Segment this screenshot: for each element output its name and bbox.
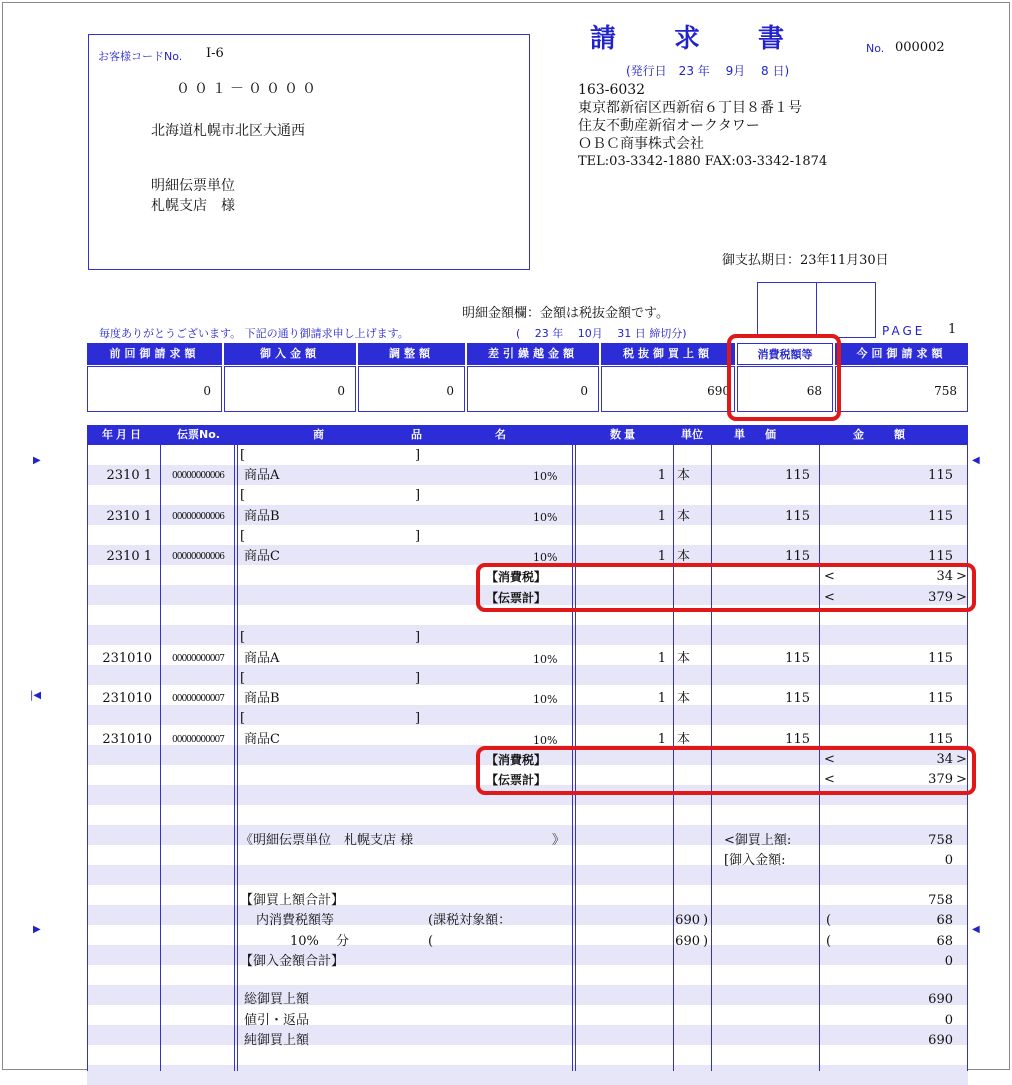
paren-open: <	[824, 752, 835, 767]
row-rate: 10%	[533, 470, 558, 483]
summary-header-adjust: 調整額	[358, 343, 465, 365]
row-unit: 本	[677, 691, 691, 706]
row-slip-no: 00000000007	[172, 654, 224, 664]
col-product-1: 商	[313, 428, 327, 441]
tax-value: 34	[936, 569, 953, 584]
slip-total-label: 【伝票計】	[486, 773, 547, 787]
highlight-slip1-tax	[476, 563, 976, 612]
bracket-open: [	[240, 529, 246, 544]
bracket-close: ]	[415, 448, 421, 463]
greeting: 毎度ありがとうございます。 下記の通り御請求申し上げます。	[99, 327, 409, 340]
rate-taxable-value: 690	[675, 934, 700, 949]
gross-value: 690	[928, 992, 953, 1007]
row-qty: 1	[657, 691, 666, 706]
col-product-2: 品	[411, 428, 425, 441]
row-product: 商品B	[244, 691, 280, 706]
subtotal-payment-value: 0	[944, 853, 953, 868]
row-unit: 本	[677, 732, 691, 747]
row-price: 115	[785, 509, 810, 524]
bracket-open: [	[240, 671, 246, 686]
col-product-3: 名	[495, 428, 509, 441]
invoice-no-value: 000002	[895, 40, 945, 55]
col-date: 年月日	[102, 428, 144, 441]
document-title: 請 求 書	[590, 24, 787, 54]
customer-address: 北海道札幌市北区大通西	[151, 123, 305, 139]
stamp-box-2	[816, 282, 876, 338]
col-line	[160, 445, 161, 1071]
row-stripe	[87, 945, 968, 965]
row-amount: 115	[928, 509, 953, 524]
issuer-company: ＯＢＣ商事株式会社	[578, 136, 704, 152]
payment-total-label: 【御入金額合計】	[240, 954, 345, 969]
row-unit: 本	[677, 651, 691, 666]
bracket-close: ]	[415, 671, 421, 686]
slip-total-label: 【伝票計】	[486, 591, 547, 605]
col-line	[234, 445, 238, 1071]
row-price: 115	[785, 732, 810, 747]
subtotal-purchase-label: <御買上額:	[724, 833, 792, 848]
summary-value-adjust: 0	[358, 366, 465, 412]
paren-open: <	[824, 590, 835, 605]
purchase-total-label: 【御買上額合計】	[240, 893, 345, 908]
row-slip-no: 00000000006	[172, 471, 224, 481]
issue-date: (発行日 23 年 9月 8 日)	[626, 64, 790, 78]
payment-due: 御支払期日：23年11月30日	[722, 253, 889, 268]
margin-marker-icon: |◀	[30, 690, 42, 701]
subtotal-close: 》	[552, 833, 566, 848]
row-slip-no: 00000000007	[172, 694, 224, 704]
summary-value-paid: 0	[224, 366, 356, 412]
bracket-open: [	[240, 711, 246, 726]
invoice-no-label: No.	[866, 42, 885, 55]
col-qty: 数量	[610, 428, 638, 441]
issuer-block	[578, 81, 827, 171]
row-amount: 115	[928, 468, 953, 483]
col-unit: 単位	[681, 428, 703, 441]
customer-postal: ００１－００００	[176, 81, 320, 97]
paren-close: )	[703, 913, 709, 928]
row-product: 商品A	[244, 651, 280, 666]
discount-value: 0	[944, 1013, 953, 1028]
row-unit: 本	[677, 549, 691, 564]
summary-header-tax: 消費税額等	[737, 343, 833, 365]
row-date: 2310 1	[106, 549, 152, 564]
row-price: 115	[785, 691, 810, 706]
row-date: 2310 1	[106, 468, 152, 483]
row-stripe	[87, 1065, 968, 1085]
row-amount: 115	[928, 732, 953, 747]
row-slip-no: 00000000006	[172, 512, 224, 522]
margin-marker-icon: ▶	[33, 455, 41, 466]
summary-value-prev: 0	[87, 366, 222, 412]
summary-value-carryover: 0	[467, 366, 599, 412]
summary-header-purchase: 税抜御買上額	[601, 343, 735, 365]
row-slip-no: 00000000007	[172, 735, 224, 745]
tax-breakdown-label: 内消費税額等	[256, 913, 335, 928]
paren-close: >	[956, 772, 967, 787]
closing-date: ( 23 年 10月 31 日 締切分)	[516, 327, 687, 340]
amount-note: 明細金額欄：金額は税抜金額です。	[462, 306, 669, 321]
row-price: 115	[785, 549, 810, 564]
row-rate: 10%	[533, 734, 558, 747]
issuer-address1: 東京都新宿区西新宿６丁目８番１号	[578, 100, 802, 116]
col-slip-no: 伝票No.	[177, 428, 220, 441]
tax-label: 【消費税】	[486, 570, 547, 584]
col-line	[87, 445, 88, 1071]
net-value: 690	[928, 1033, 953, 1048]
bracket-close: ]	[415, 529, 421, 544]
purchase-total-value: 758	[928, 893, 953, 908]
paren-close: >	[956, 569, 967, 584]
row-amount: 115	[928, 651, 953, 666]
bracket-open: [	[240, 488, 246, 503]
row-qty: 1	[657, 509, 666, 524]
row-qty: 1	[657, 468, 666, 483]
paren-open: (	[826, 934, 832, 949]
col-amount: 金額	[853, 428, 935, 441]
summary-value-tax: 68	[737, 366, 833, 412]
issuer-postal: 163-6032	[578, 82, 646, 98]
paren-close: )	[703, 934, 709, 949]
summary-value-current: 758	[835, 366, 968, 412]
net-label: 純御買上額	[244, 1033, 310, 1048]
row-stripe	[87, 1025, 968, 1045]
paren-close: >	[956, 590, 967, 605]
tax-label: 【消費税】	[486, 753, 547, 767]
customer-code-label: お客様コードNo.	[98, 50, 183, 63]
payment-total-value: 0	[944, 954, 953, 969]
row-stripe	[87, 865, 968, 885]
row-unit: 本	[677, 509, 691, 524]
summary-header-carryover: 差引繰越金額	[467, 343, 599, 365]
row-stripe	[87, 625, 968, 645]
highlight-tax-summary	[727, 334, 841, 421]
row-stripe	[87, 825, 968, 845]
bracket-open: [	[240, 448, 246, 463]
row-rate: 10%	[533, 511, 558, 524]
row-slip-no: 00000000006	[172, 552, 224, 562]
customer-code-value: I-6	[206, 46, 224, 61]
subtotal-payment-label: [御入金額:	[724, 853, 786, 868]
summary-value-purchase: 690	[601, 366, 735, 412]
bracket-open: [	[240, 630, 246, 645]
tax-total-value: 68	[936, 913, 953, 928]
page-number: 1	[948, 322, 957, 337]
discount-label: 値引・返品	[244, 1013, 310, 1028]
issuer-address2: 住友不動産新宿オークタワー	[578, 118, 760, 134]
customer-line1: 明細伝票単位	[151, 178, 235, 194]
row-product: 商品A	[244, 468, 280, 483]
margin-marker-icon: ◀	[972, 455, 980, 466]
paren-open: (	[826, 913, 832, 928]
tax-value: 34	[936, 752, 953, 767]
row-amount: 115	[928, 691, 953, 706]
summary-header-prev: 前回御請求額	[87, 343, 222, 365]
bracket-close: ]	[415, 488, 421, 503]
customer-address-box	[88, 34, 530, 270]
row-stripe	[87, 905, 968, 925]
summary-header-current: 今回御請求額	[835, 343, 968, 365]
row-price: 115	[785, 468, 810, 483]
row-date: 2310 1	[106, 509, 152, 524]
slip-total-value: 379	[928, 772, 953, 787]
row-stripe	[87, 985, 968, 1005]
paren-open: <	[824, 772, 835, 787]
row-rate: 10%	[533, 693, 558, 706]
col-price: 単価	[734, 428, 796, 441]
row-amount: 115	[928, 549, 953, 564]
row-product: 商品C	[244, 549, 280, 564]
row-qty: 1	[657, 549, 666, 564]
row-rate: 10%	[533, 551, 558, 564]
rate-open: (	[428, 934, 434, 949]
row-date: 231010	[102, 651, 152, 666]
paren-open: <	[824, 569, 835, 584]
row-price: 115	[785, 651, 810, 666]
customer-line2: 札幌支店 様	[151, 198, 235, 214]
highlight-slip2-tax	[476, 746, 976, 795]
gross-label: 総御買上額	[244, 992, 310, 1007]
stamp-box-1	[757, 282, 817, 338]
rate-label: 10% 分	[290, 934, 350, 949]
taxable-value: 690	[675, 913, 700, 928]
subtotal-purchase-value: 758	[928, 833, 953, 848]
row-date: 231010	[102, 691, 152, 706]
row-product: 商品B	[244, 509, 280, 524]
bracket-close: ]	[415, 711, 421, 726]
paren-close: >	[956, 752, 967, 767]
row-date: 231010	[102, 732, 152, 747]
row-qty: 1	[657, 651, 666, 666]
margin-marker-icon: ▶	[33, 924, 41, 935]
bracket-close: ]	[415, 630, 421, 645]
row-qty: 1	[657, 732, 666, 747]
summary-header-paid: 御入金額	[224, 343, 356, 365]
row-rate: 10%	[533, 653, 558, 666]
page-label: PAGE	[882, 324, 926, 338]
issuer-tel-fax: TEL:03-3342-1880 FAX:03-3342-1874	[578, 154, 828, 169]
subtotal-label: 《明細伝票単位 札幌支店 様	[240, 833, 414, 848]
row-product: 商品C	[244, 732, 280, 747]
margin-marker-icon: ◀	[972, 924, 980, 935]
taxable-label: (課税対象額：	[428, 913, 512, 928]
slip-total-value: 379	[928, 590, 953, 605]
row-unit: 本	[677, 468, 691, 483]
rate-tax-value: 68	[936, 934, 953, 949]
